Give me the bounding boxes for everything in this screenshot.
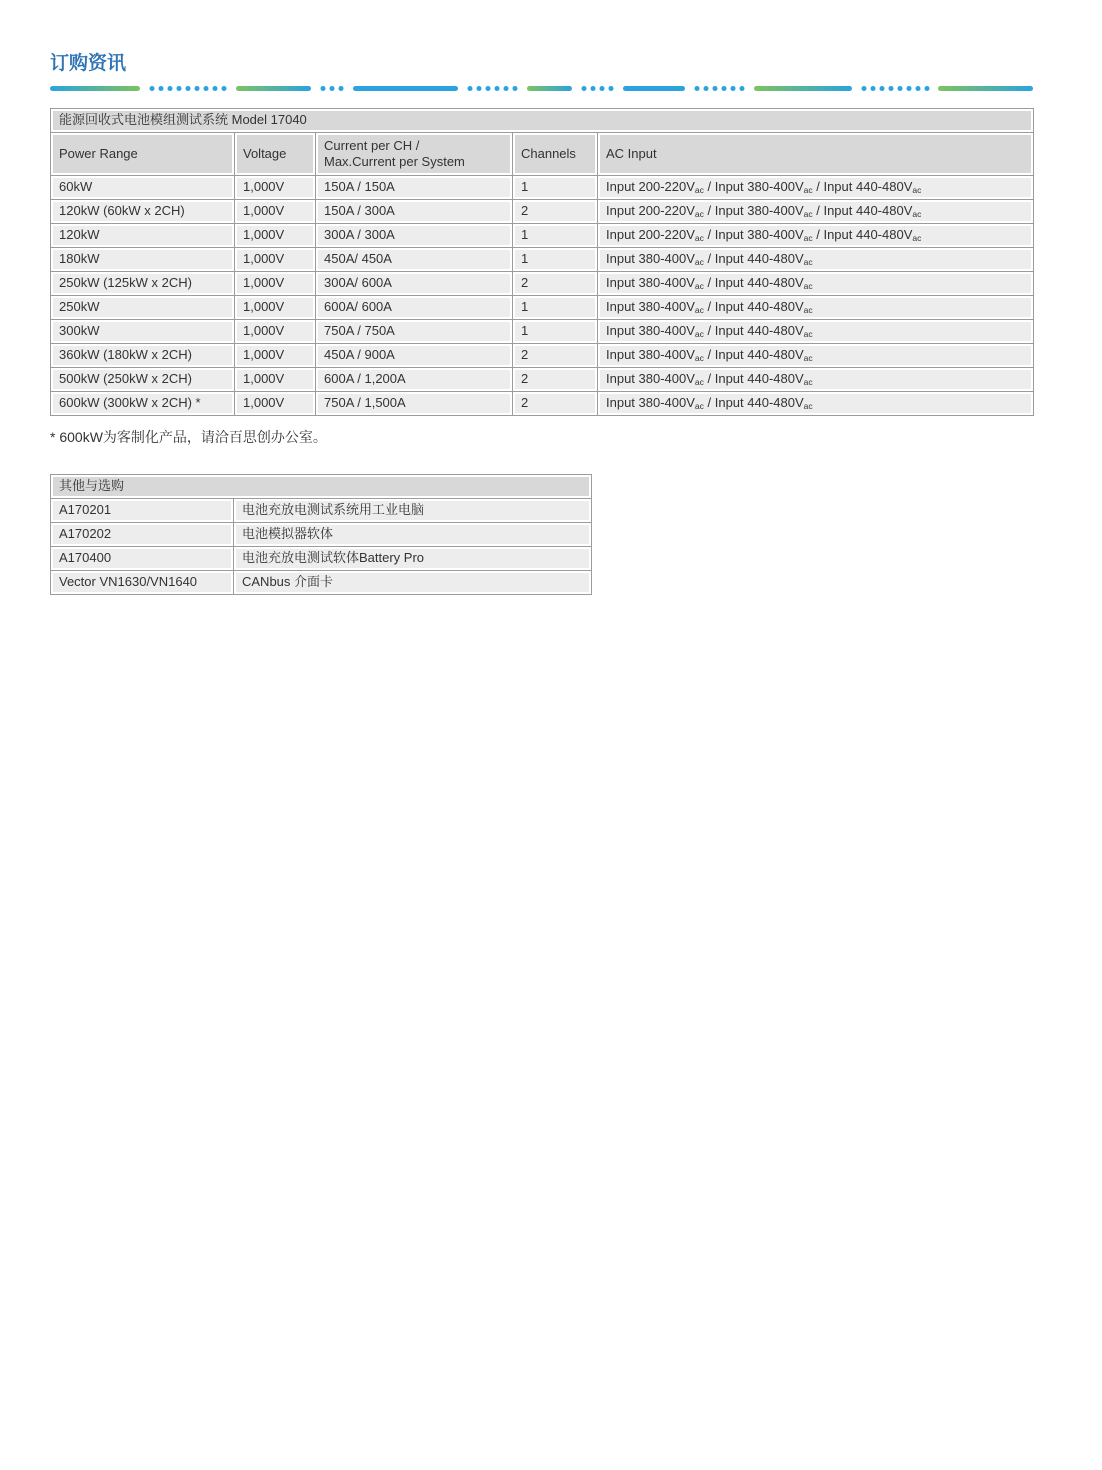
table-header-row	[51, 133, 1034, 176]
spec-row	[51, 176, 1034, 200]
divider-bar	[50, 86, 140, 91]
divider-bar	[938, 86, 1033, 91]
option-model-cell: A170400	[51, 547, 234, 571]
current-cell: 450A/ 450A	[316, 248, 513, 272]
col-header-ac-input: AC Input	[598, 133, 1034, 176]
current-cell: 150A / 150A	[316, 176, 513, 200]
option-description-cell: 电池模拟器软体	[234, 523, 592, 547]
option-row	[51, 523, 592, 547]
option-model-cell: Vector VN1630/VN1640	[51, 571, 234, 595]
decorative-divider	[50, 85, 1033, 92]
main-spec-table	[50, 108, 1034, 416]
options-title-row	[51, 475, 592, 499]
voltage-cell: 1,000V	[235, 344, 316, 368]
voltage-cell: 1,000V	[235, 368, 316, 392]
power-range-cell: 180kW	[51, 248, 235, 272]
ac-input-cell: Input $200-220V_{ac}$ / Input $380-400V_{ac}$ / Input $440-480V_{ac}$	[598, 200, 1034, 224]
page-title: 订购资讯	[50, 53, 127, 74]
ac-input-cell: Input $380-400V_{ac}$ / Input $440-480V_{ac}$	[598, 368, 1034, 392]
ac-input-cell: Input $380-400V_{ac}$ / Input $440-480V_{ac}$	[598, 344, 1034, 368]
power-range-cell: 300kW	[51, 320, 235, 344]
divider-dots	[580, 85, 615, 92]
divider-bar	[754, 86, 852, 91]
ac-input-cell: Input $200-220V_{ac}$ / Input $380-400V_{ac}$ / Input $440-480V_{ac}$	[598, 176, 1034, 200]
spec-row	[51, 320, 1034, 344]
option-description-cell: 电池充放电测试软体Battery Pro	[234, 547, 592, 571]
spec-row	[51, 368, 1034, 392]
col-header-current-line1: Current per CH /	[324, 137, 420, 153]
option-description-cell: 电池充放电测试系统用工业电脑	[234, 499, 592, 523]
spec-row	[51, 344, 1034, 368]
channels-cell: 1	[513, 320, 598, 344]
current-cell: 300A/ 600A	[316, 272, 513, 296]
spec-row	[51, 296, 1034, 320]
divider-dots	[466, 85, 519, 92]
channels-cell: 2	[513, 200, 598, 224]
power-range-cell: 60kW	[51, 176, 235, 200]
power-range-cell: 360kW (180kW x 2CH)	[51, 344, 235, 368]
channels-cell: 2	[513, 272, 598, 296]
options-table-title: 其他与选购	[51, 475, 592, 499]
document-page	[0, 0, 1102, 595]
current-cell: 750A / 750A	[316, 320, 513, 344]
power-range-cell: 250kW (125kW x 2CH)	[51, 272, 235, 296]
col-header-channels: Channels	[513, 133, 598, 176]
current-cell: 600A/ 600A	[316, 296, 513, 320]
ac-input-cell: Input $380-400V_{ac}$ / Input $440-480V_{ac}$	[598, 248, 1034, 272]
voltage-cell: 1,000V	[235, 320, 316, 344]
power-range-cell: 500kW (250kW x 2CH)	[51, 368, 235, 392]
option-model-cell: A170201	[51, 499, 234, 523]
divider-dots	[860, 85, 930, 92]
option-model-cell: A170202	[51, 523, 234, 547]
channels-cell: 2	[513, 392, 598, 416]
spec-row	[51, 272, 1034, 296]
channels-cell: 1	[513, 248, 598, 272]
power-range-cell: 600kW (300kW x 2CH) *	[51, 392, 235, 416]
channels-cell: 1	[513, 296, 598, 320]
power-range-cell: 120kW (60kW x 2CH)	[51, 200, 235, 224]
option-row	[51, 547, 592, 571]
voltage-cell: 1,000V	[235, 392, 316, 416]
divider-bar	[236, 86, 311, 91]
voltage-cell: 1,000V	[235, 224, 316, 248]
spec-row	[51, 224, 1034, 248]
current-cell: 150A / 300A	[316, 200, 513, 224]
option-row	[51, 571, 592, 595]
option-row	[51, 499, 592, 523]
ac-input-cell: Input $380-400V_{ac}$ / Input $440-480V_{ac}$	[598, 296, 1034, 320]
spec-row	[51, 248, 1034, 272]
channels-cell: 1	[513, 176, 598, 200]
voltage-cell: 1,000V	[235, 176, 316, 200]
col-header-current	[316, 133, 513, 176]
power-range-cell: 120kW	[51, 224, 235, 248]
table-title: 能源回收式电池模组测试系统 Model 17040	[51, 109, 1034, 133]
table-title-row	[51, 109, 1034, 133]
channels-cell: 1	[513, 224, 598, 248]
spec-row	[51, 392, 1034, 416]
current-cell: 450A / 900A	[316, 344, 513, 368]
col-header-current-line2: Max.Current per System	[324, 154, 465, 169]
divider-dots	[693, 85, 746, 92]
voltage-cell: 1,000V	[235, 272, 316, 296]
option-description-cell: CANbus 介面卡	[234, 571, 592, 595]
ac-input-cell: Input $200-220V_{ac}$ / Input $380-400V_{ac}$ / Input $440-480V_{ac}$	[598, 224, 1034, 248]
col-header-voltage: Voltage	[235, 133, 316, 176]
spec-row	[51, 200, 1034, 224]
channels-cell: 2	[513, 368, 598, 392]
divider-dots	[148, 85, 228, 92]
channels-cell: 2	[513, 344, 598, 368]
current-cell: 750A / 1,500A	[316, 392, 513, 416]
current-cell: 300A / 300A	[316, 224, 513, 248]
ac-input-cell: Input $380-400V_{ac}$ / Input $440-480V_{ac}$	[598, 320, 1034, 344]
voltage-cell: 1,000V	[235, 296, 316, 320]
col-header-power-range: Power Range	[51, 133, 235, 176]
footnote: * 600kW为客制化产品，请洽百思创办公室。	[50, 429, 327, 445]
divider-dots	[319, 85, 345, 92]
divider-bar	[353, 86, 458, 91]
voltage-cell: 1,000V	[235, 200, 316, 224]
ac-input-cell: Input $380-400V_{ac}$ / Input $440-480V_{ac}$	[598, 272, 1034, 296]
voltage-cell: 1,000V	[235, 248, 316, 272]
divider-bar	[623, 86, 685, 91]
power-range-cell: 250kW	[51, 296, 235, 320]
ac-input-cell: Input $380-400V_{ac}$ / Input $440-480V_{ac}$	[598, 392, 1034, 416]
current-cell: 600A / 1,200A	[316, 368, 513, 392]
divider-bar	[527, 86, 572, 91]
options-table	[50, 474, 592, 595]
